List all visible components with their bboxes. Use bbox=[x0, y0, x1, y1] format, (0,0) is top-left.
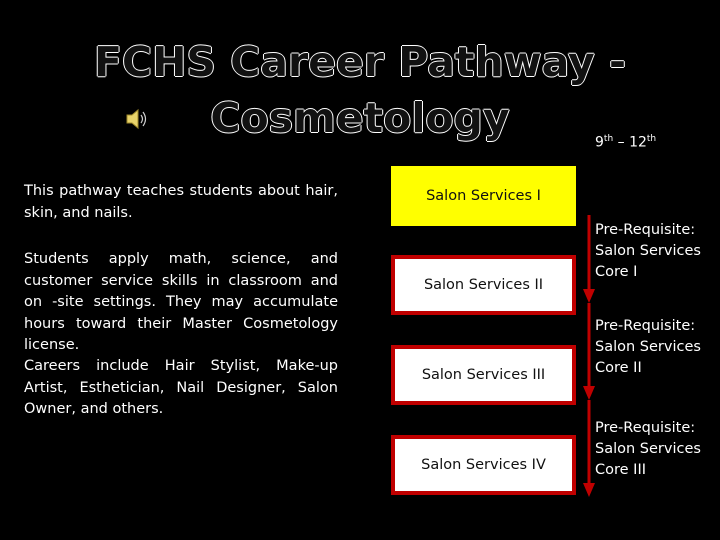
slide-title bbox=[60, 34, 660, 146]
grade-separator: – bbox=[613, 134, 630, 151]
prerequisite-2-line-1: Pre-Requisite: bbox=[595, 318, 696, 334]
course-box-salon-services-ii: Salon Services II bbox=[391, 255, 576, 315]
grade-start-suffix: th bbox=[603, 134, 614, 144]
arrow-2 bbox=[583, 303, 595, 400]
prerequisite-2 bbox=[595, 316, 701, 379]
description-paragraph-2: Students apply math, science, and customer service skills in classroom and on -site settings. They may accumulate hours toward their Master Cosmetology license. bbox=[24, 251, 338, 353]
prerequisite-3-line-3: Core III bbox=[595, 462, 646, 478]
course-box-salon-services-iv: Salon Services IV bbox=[391, 435, 576, 495]
arrow-1 bbox=[583, 215, 595, 303]
prerequisite-1-line-2: Salon Services bbox=[595, 243, 701, 259]
prerequisite-2-line-3: Core II bbox=[595, 360, 642, 376]
prerequisite-1 bbox=[595, 220, 701, 283]
prerequisite-3-line-2: Salon Services bbox=[595, 441, 701, 457]
prerequisite-3 bbox=[595, 418, 701, 481]
arrow-3 bbox=[583, 400, 595, 497]
description-paragraph-3: Careers include Hair Stylist, Make-up Artist, Esthetician, Nail Designer, Salon Owner, and others. bbox=[24, 358, 338, 417]
course-box-salon-services-iii: Salon Services III bbox=[391, 345, 576, 405]
prerequisite-1-line-3: Core I bbox=[595, 264, 638, 280]
title-line-1: FCHS Career Pathway - bbox=[94, 38, 626, 86]
description-paragraph-1: This pathway teaches students about hair, skin, and nails. bbox=[24, 183, 338, 221]
prerequisite-2-line-2: Salon Services bbox=[595, 339, 701, 355]
title-line-2: Cosmetology bbox=[210, 94, 510, 142]
grade-end-suffix: th bbox=[646, 134, 657, 144]
speaker-icon[interactable] bbox=[124, 106, 150, 132]
grade-end: 12 bbox=[629, 134, 647, 151]
grade-start: 9 bbox=[595, 134, 604, 151]
prerequisite-1-line-1: Pre-Requisite: bbox=[595, 222, 696, 238]
grade-range bbox=[595, 134, 656, 151]
prerequisite-3-line-1: Pre-Requisite: bbox=[595, 420, 696, 436]
course-box-salon-services-i: Salon Services I bbox=[391, 166, 576, 226]
